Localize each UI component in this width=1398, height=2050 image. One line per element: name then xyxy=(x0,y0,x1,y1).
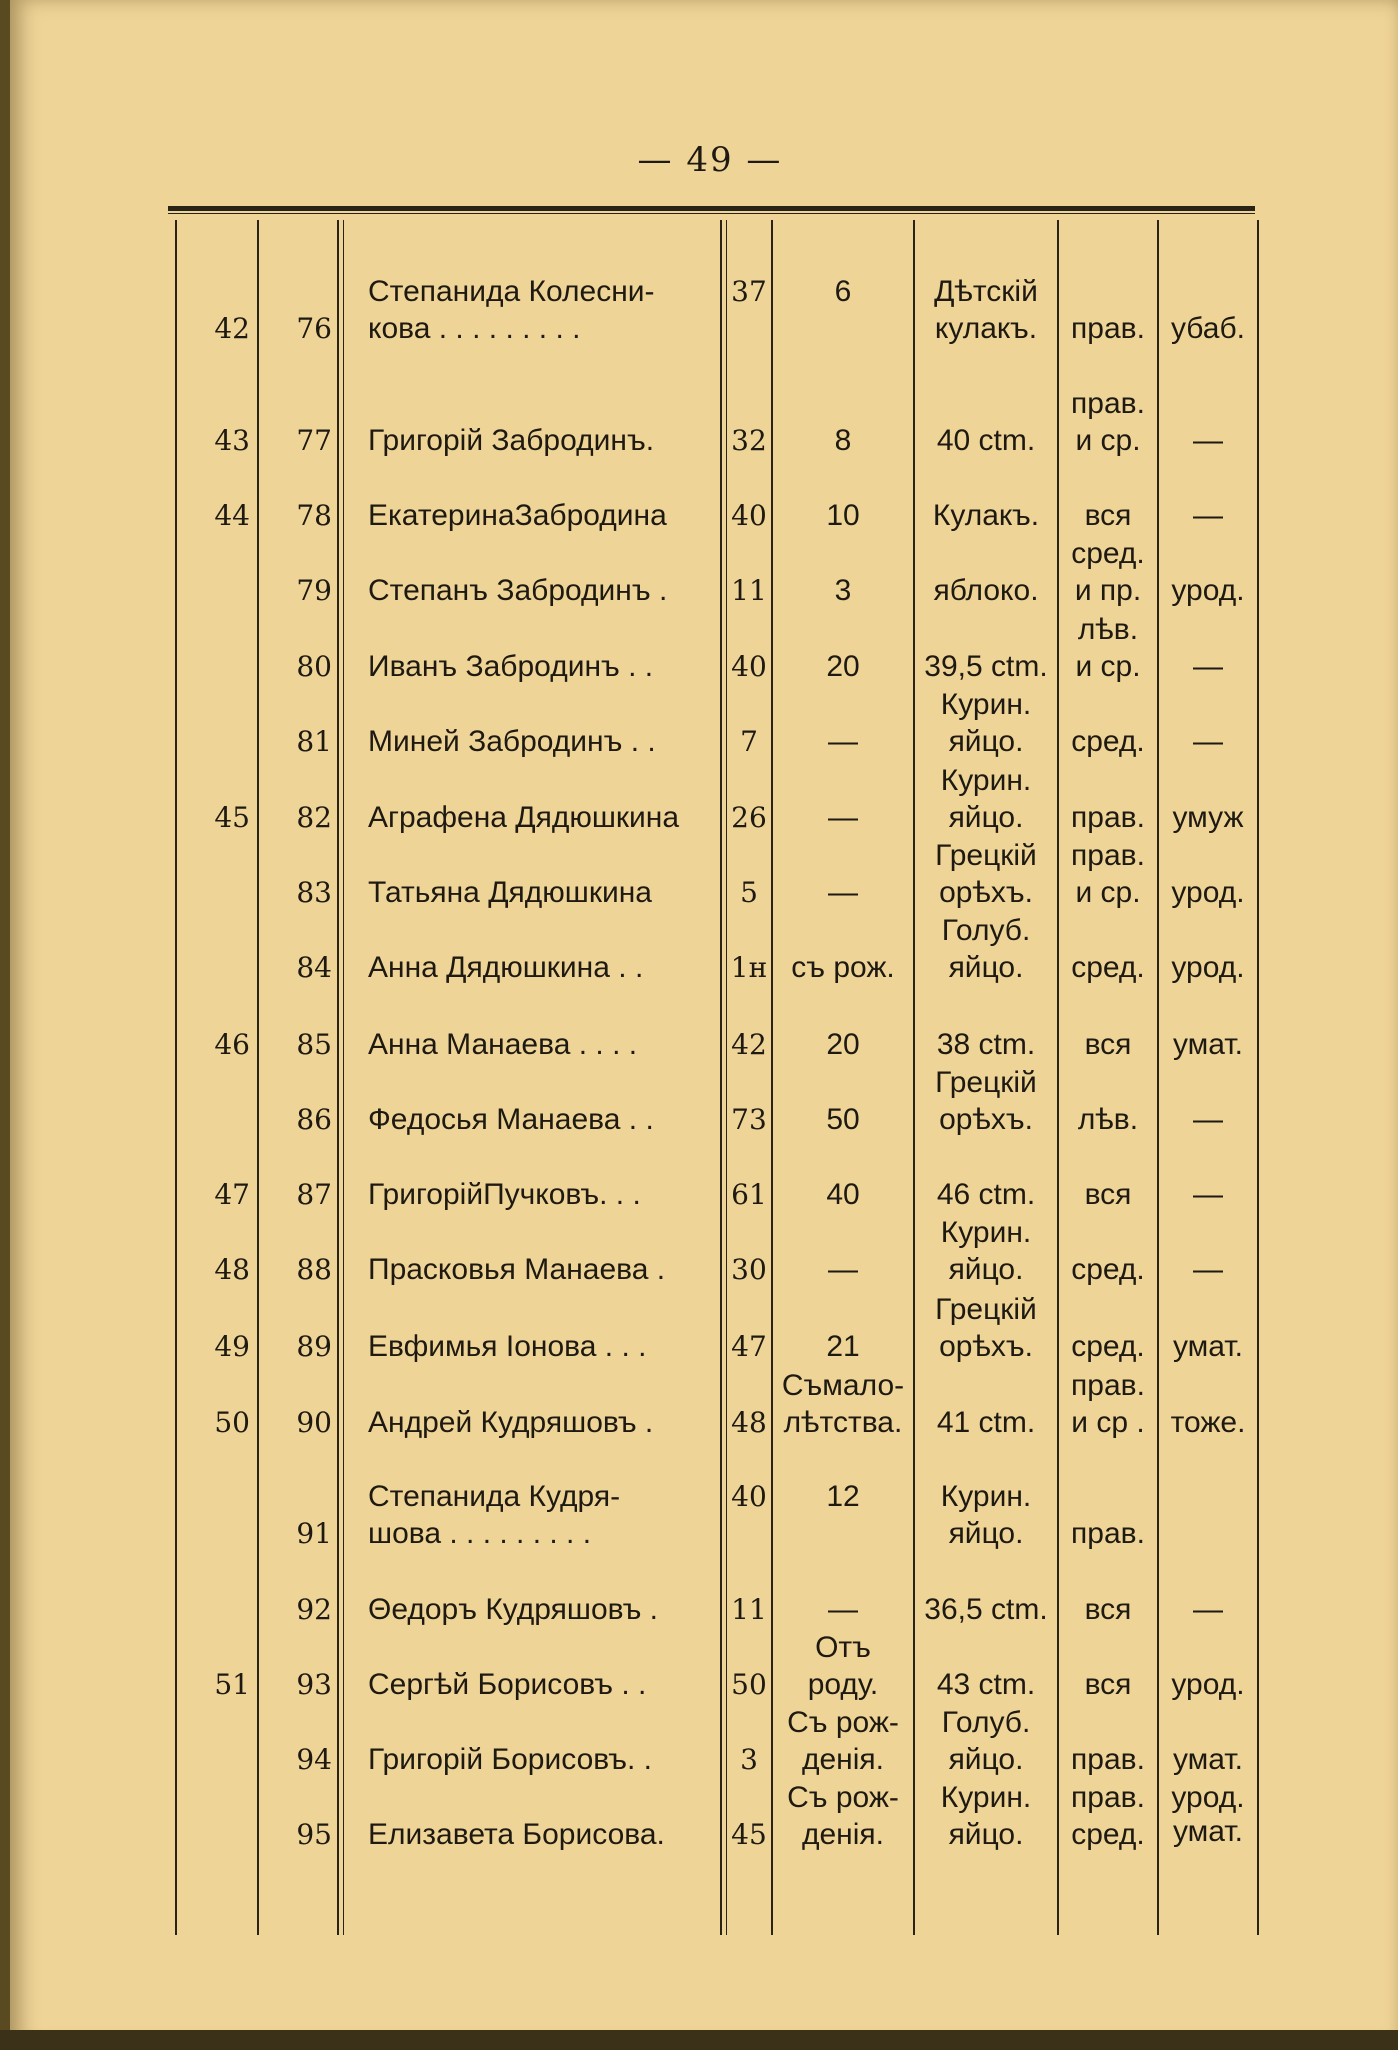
location-cell: прав. xyxy=(1071,1781,1145,1814)
age-cell: 42 xyxy=(731,1028,767,1061)
column-divider xyxy=(257,220,259,1935)
family-number-cell: 44 xyxy=(214,499,250,532)
location-cell: вся xyxy=(1084,1028,1132,1061)
duration-cell: 40 xyxy=(826,1178,860,1211)
note-cell: тоже. xyxy=(1170,1406,1246,1439)
age-cell: 48 xyxy=(731,1406,767,1439)
age-cell: 45 xyxy=(731,1818,767,1851)
duration-cell: лѣтства. xyxy=(783,1406,903,1439)
size-cell: Дѣтскій xyxy=(934,275,1038,308)
size-cell: яйцо. xyxy=(948,725,1024,758)
duration-cell: 8 xyxy=(834,424,852,457)
age-cell: 50 xyxy=(731,1668,767,1701)
size-cell: яйцо. xyxy=(948,1253,1024,1286)
note-cell: — xyxy=(1193,1593,1223,1626)
name-cell: Андрей Кудряшовъ . xyxy=(368,1406,654,1439)
duration-cell: Отъ xyxy=(815,1631,871,1664)
duration-cell: Съ рож- xyxy=(787,1781,899,1814)
size-cell: Голуб. xyxy=(941,1706,1031,1739)
name-cell: шова . . . . . . . . . xyxy=(368,1517,592,1550)
name-cell: Анна Манаева . . . . xyxy=(368,1028,638,1061)
location-cell: сред. xyxy=(1071,537,1145,570)
note-cell: урод. xyxy=(1171,1668,1245,1701)
duration-cell: 6 xyxy=(834,275,852,308)
name-cell: Елизавета Борисова. xyxy=(368,1818,665,1851)
size-cell: орѣхъ. xyxy=(939,876,1033,909)
location-cell: и ср. xyxy=(1075,876,1141,909)
location-cell: сред. xyxy=(1071,1253,1145,1286)
note-cell: — xyxy=(1193,1253,1223,1286)
location-cell: вся xyxy=(1084,1593,1132,1626)
location-cell: и ср. xyxy=(1075,650,1141,683)
person-number-cell: 82 xyxy=(296,801,332,834)
person-number-cell: 88 xyxy=(296,1253,332,1286)
location-cell: прав. xyxy=(1071,1517,1145,1550)
note-cell: — xyxy=(1193,424,1223,457)
size-cell: Грецкій xyxy=(935,1293,1037,1326)
size-cell: 43 ctm. xyxy=(936,1668,1036,1701)
family-number-cell: 42 xyxy=(214,312,250,345)
name-cell: Анна Дядюшкина . . xyxy=(368,951,644,984)
note-cell: убаб. xyxy=(1170,312,1246,345)
column-divider xyxy=(1257,220,1259,1935)
name-cell: Сергѣй Борисовъ . . xyxy=(368,1668,647,1701)
size-cell: орѣхъ. xyxy=(939,1330,1033,1363)
age-cell: 30 xyxy=(731,1253,767,1286)
size-cell: Курин. xyxy=(940,688,1032,721)
name-cell: Аграфена Дядюшкина xyxy=(368,801,680,834)
name-cell: кова . . . . . . . . . xyxy=(368,312,581,345)
person-number-cell: 81 xyxy=(296,725,332,758)
duration-cell: — xyxy=(828,801,858,834)
family-number-cell: 48 xyxy=(214,1253,250,1286)
age-cell: 40 xyxy=(731,499,767,532)
person-number-cell: 93 xyxy=(296,1668,332,1701)
location-cell: лѣв. xyxy=(1077,1103,1139,1136)
age-cell: 5 xyxy=(740,876,758,909)
name-cell: Прасковья Манаева . xyxy=(368,1253,666,1286)
duration-cell: 20 xyxy=(826,650,860,683)
person-number-cell: 92 xyxy=(296,1593,332,1626)
location-cell: и пр. xyxy=(1074,574,1142,607)
size-cell: Голуб. xyxy=(941,914,1031,947)
duration-cell: Съ рож- xyxy=(787,1706,899,1739)
family-number-cell: 46 xyxy=(214,1028,250,1061)
duration-cell: 20 xyxy=(826,1028,860,1061)
person-number-cell: 76 xyxy=(296,312,332,345)
note-cell: — xyxy=(1193,725,1223,758)
location-cell: прав. xyxy=(1071,387,1145,420)
name-cell: Θедоръ Кудряшовъ . xyxy=(368,1593,659,1626)
person-number-cell: 89 xyxy=(296,1330,332,1363)
size-cell: Курин. xyxy=(940,764,1032,797)
age-cell: 47 xyxy=(731,1330,767,1363)
size-cell: 36,5 ctm. xyxy=(924,1593,1048,1626)
note-cell: умат. xyxy=(1172,1330,1244,1363)
duration-cell: роду. xyxy=(807,1668,879,1701)
person-number-cell: 86 xyxy=(296,1103,332,1136)
size-cell: 40 ctm. xyxy=(936,424,1036,457)
age-cell: 37 xyxy=(731,275,767,308)
name-cell: Степанида Кудря- xyxy=(368,1480,621,1513)
person-number-cell: 79 xyxy=(296,574,332,607)
column-divider xyxy=(337,220,339,1935)
duration-cell: — xyxy=(828,1593,858,1626)
family-number-cell: 43 xyxy=(214,424,250,457)
size-cell: яблоко. xyxy=(933,574,1039,607)
person-number-cell: 87 xyxy=(296,1178,332,1211)
duration-cell: съ рож. xyxy=(791,951,895,984)
note-cell: урод. xyxy=(1171,574,1245,607)
size-cell: орѣхъ. xyxy=(939,1103,1033,1136)
age-cell: 73 xyxy=(731,1103,767,1136)
duration-cell: — xyxy=(828,876,858,909)
location-cell: и ср . xyxy=(1071,1406,1145,1439)
location-cell: прав. xyxy=(1071,801,1145,834)
location-cell: лѣв. xyxy=(1077,613,1139,646)
person-number-cell: 84 xyxy=(296,951,332,984)
location-cell: вся xyxy=(1084,1668,1132,1701)
location-cell: прав. xyxy=(1071,312,1145,345)
name-cell: ЕкатеринаЗабродина xyxy=(368,499,667,532)
location-cell: прав. xyxy=(1071,1369,1145,1402)
name-cell: Федосья Манаева . . xyxy=(368,1103,654,1136)
size-cell: яйцо. xyxy=(948,1517,1024,1550)
note-cell: — xyxy=(1193,1103,1223,1136)
size-cell: 38 ctm. xyxy=(936,1028,1036,1061)
size-cell: Курин. xyxy=(940,1480,1032,1513)
location-cell: вся xyxy=(1084,499,1132,532)
size-cell: Курин. xyxy=(940,1781,1032,1814)
size-cell: кулакъ. xyxy=(934,312,1038,345)
age-cell: 40 xyxy=(731,650,767,683)
duration-cell: 3 xyxy=(834,574,852,607)
column-divider xyxy=(343,220,344,1935)
duration-cell: 21 xyxy=(826,1330,860,1363)
name-cell: Евфимья Іонова . . . xyxy=(368,1330,647,1363)
location-cell: сред. xyxy=(1071,725,1145,758)
age-cell: 40 xyxy=(731,1480,767,1513)
location-cell: сред. xyxy=(1071,951,1145,984)
note-cell: урод. xyxy=(1171,951,1245,984)
family-number-cell: 49 xyxy=(214,1330,250,1363)
name-cell: ГригорійПучковъ. . . xyxy=(368,1178,641,1211)
note-cell: урод. xyxy=(1171,876,1245,909)
family-number-cell: 50 xyxy=(214,1406,250,1439)
name-cell: Степанъ Забродинъ . xyxy=(368,574,668,607)
age-cell: 1н xyxy=(730,951,768,984)
size-cell: яйцо. xyxy=(948,1743,1024,1776)
age-cell: 11 xyxy=(731,574,767,607)
person-number-cell: 77 xyxy=(296,424,332,457)
age-cell: 32 xyxy=(731,424,767,457)
note-cell: — xyxy=(1193,650,1223,683)
note-cell: умат. xyxy=(1172,1028,1244,1061)
duration-cell: 12 xyxy=(826,1480,860,1513)
name-cell: Степанида Колесни- xyxy=(368,275,655,308)
table-top-rule-thin xyxy=(168,213,1255,214)
person-number-cell: 83 xyxy=(296,876,332,909)
name-cell: Татьяна Дядюшкина xyxy=(368,876,652,909)
person-number-cell: 78 xyxy=(296,499,332,532)
duration-cell: 50 xyxy=(826,1103,860,1136)
name-cell: Григорій Забродинъ. xyxy=(368,424,655,457)
duration-cell: 10 xyxy=(826,499,860,532)
page-bottom-edge xyxy=(0,2030,1398,2050)
duration-cell: — xyxy=(828,1253,858,1286)
location-cell: вся xyxy=(1084,1178,1132,1211)
page-number: — 49 — xyxy=(637,140,783,180)
size-cell: Курин. xyxy=(940,1216,1032,1249)
person-number-cell: 94 xyxy=(296,1743,332,1776)
name-cell: Иванъ Забродинъ . . xyxy=(368,650,654,683)
name-cell: Григорій Борисовъ. . xyxy=(368,1743,652,1776)
size-cell: яйцо. xyxy=(948,801,1024,834)
size-cell: 39,5 ctm. xyxy=(924,650,1048,683)
person-number-cell: 91 xyxy=(296,1517,332,1550)
table-top-rule xyxy=(168,206,1255,211)
size-cell: 41 ctm. xyxy=(936,1406,1036,1439)
family-number-cell: 51 xyxy=(214,1668,250,1701)
name-cell: Миней Забродинъ . . xyxy=(368,725,656,758)
age-cell: 61 xyxy=(731,1178,767,1211)
size-cell: яйцо. xyxy=(948,951,1024,984)
age-cell: 7 xyxy=(740,725,758,758)
age-cell: 3 xyxy=(740,1743,758,1776)
note-cell: — xyxy=(1193,499,1223,532)
note-cell: умат. xyxy=(1172,1743,1244,1776)
person-number-cell: 80 xyxy=(296,650,332,683)
location-cell: сред. xyxy=(1071,1330,1145,1363)
location-cell: прав. xyxy=(1071,839,1145,872)
person-number-cell: 85 xyxy=(296,1028,332,1061)
column-divider xyxy=(175,220,177,1935)
location-cell: сред. xyxy=(1071,1818,1145,1851)
duration-cell: денія. xyxy=(801,1818,884,1851)
size-cell: Грецкій xyxy=(935,1066,1037,1099)
age-cell: 11 xyxy=(731,1593,767,1626)
person-number-cell: 90 xyxy=(296,1406,332,1439)
column-divider xyxy=(720,220,722,1935)
size-cell: 46 ctm. xyxy=(936,1178,1036,1211)
size-cell: Грецкій xyxy=(935,839,1037,872)
person-number-cell: 95 xyxy=(296,1818,332,1851)
note-cell: урод. умат. xyxy=(1171,1781,1245,1848)
size-cell: Кулакъ. xyxy=(932,499,1040,532)
duration-cell: денія. xyxy=(801,1743,884,1776)
family-number-cell: 45 xyxy=(214,801,250,834)
family-number-cell: 47 xyxy=(214,1178,250,1211)
duration-cell: — xyxy=(828,725,858,758)
location-cell: и ср. xyxy=(1075,424,1141,457)
size-cell: яйцо. xyxy=(948,1818,1024,1851)
note-cell: — xyxy=(1193,1178,1223,1211)
note-cell: умуж xyxy=(1172,801,1244,834)
location-cell: прав. xyxy=(1071,1743,1145,1776)
duration-cell: Съмало- xyxy=(781,1369,905,1402)
age-cell: 26 xyxy=(731,801,767,834)
